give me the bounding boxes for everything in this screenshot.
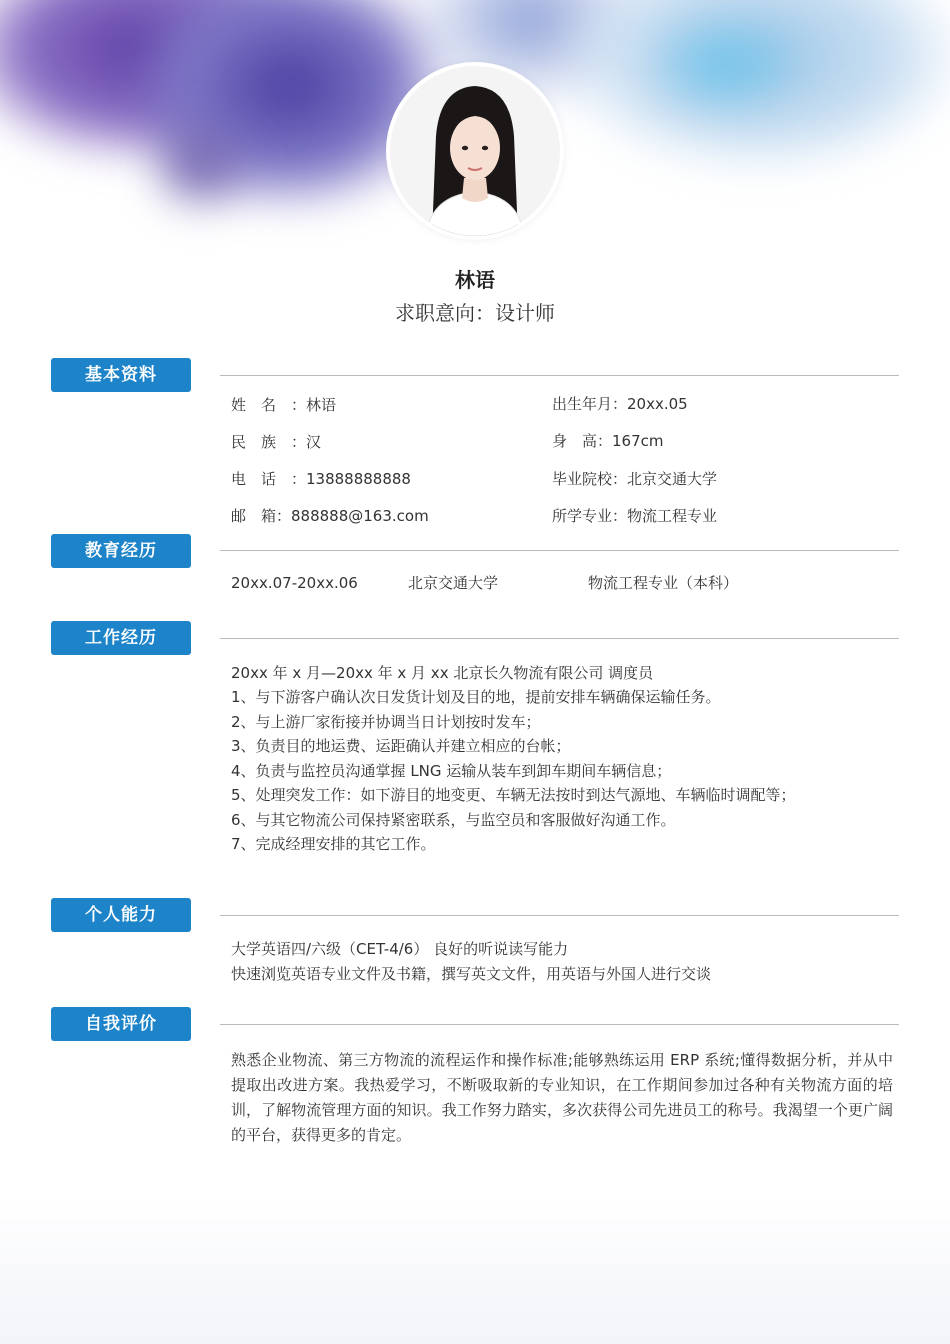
- section-education-label: 教育经历: [51, 534, 191, 568]
- work-header: 20xx 年 x 月—20xx 年 x 月 xx 北京长久物流有限公司 调度员: [231, 664, 654, 682]
- work-duties-list: [231, 685, 796, 857]
- basic-ethnic: 民 族 ：汉: [231, 433, 322, 451]
- basic-major: 所学专业：物流工程专业: [552, 507, 718, 525]
- section-skills-rule: [220, 915, 899, 916]
- basic-name: 姓 名 ：林语: [231, 396, 337, 414]
- list-item: 3、负责目的地运费、运距确认并建立相应的台帐；: [231, 737, 571, 755]
- basic-email: 邮 箱：888888@163.com: [231, 507, 429, 525]
- list-item: 4、负责与监控员沟通掌握 LNG 运输从装车到卸车期间车辆信息；: [231, 761, 672, 780]
- basic-birth: 出生年月：20xx.05: [552, 395, 688, 413]
- basic-school: 毕业院校：北京交通大学: [552, 470, 718, 488]
- section-work-rule: [220, 638, 899, 639]
- job-intent: 求职意向：设计师: [395, 301, 555, 325]
- section-work-label: 工作经历: [51, 621, 191, 655]
- list-item: 5、处理突发工作：如下游目的地变更、车辆无法按时到达气源地、车辆临时调配等；: [231, 786, 796, 804]
- avatar: [390, 66, 560, 236]
- self-evaluation-text: 熟悉企业物流、第三方物流的流程运作和操作标准;能够熟练运用 ERP 系统;懂得数据分析，并从中提取出改进方案。我热爱学习，不断吸取新的专业知识，在工作期间参加过各种有关物流方面的培训，了解物流管理方面的知识。我工作努力踏实，多次获得公司先进员工的称号。我渴望一个更广阔的平台，获得更多的肯定。: [231, 1051, 893, 1144]
- skills-list: [231, 937, 711, 986]
- list-item: 大学英语四/六级（CET-4/6） 良好的听说读写能力: [231, 940, 569, 958]
- section-skills-label: 个人能力: [51, 898, 191, 932]
- list-item: 1、与下游客户确认次日发货计划及目的地，提前安排车辆确保运输任务。: [231, 688, 721, 706]
- list-item: 7、完成经理安排的其它工作。: [231, 835, 436, 853]
- list-item: 6、与其它物流公司保持紧密联系，与监空员和客服做好沟通工作。: [231, 810, 676, 829]
- list-item: 快速浏览英语专业文件及书籍，撰写英文文件，用英语与外国人进行交谈: [231, 964, 712, 983]
- portrait-photo: [390, 66, 560, 236]
- education-period: 20xx.07-20xx.06: [231, 574, 358, 592]
- list-item: 2、与上游厂家衔接并协调当日计划按时发车；: [231, 712, 541, 731]
- education-school: 北京交通大学: [408, 574, 499, 592]
- candidate-name: 林语: [455, 268, 495, 292]
- section-self-rule: [220, 1024, 899, 1025]
- section-self-label: 自我评价: [51, 1007, 191, 1041]
- section-basic-label: 基本资料: [51, 358, 191, 392]
- footer-wash: [0, 1200, 950, 1344]
- section-basic-rule: [220, 375, 899, 376]
- basic-phone: 电 话 ：13888888888: [231, 470, 411, 488]
- basic-height: 身 高：167cm: [552, 432, 664, 450]
- education-major: 物流工程专业（本科）: [588, 574, 739, 592]
- section-education-rule: [220, 550, 899, 551]
